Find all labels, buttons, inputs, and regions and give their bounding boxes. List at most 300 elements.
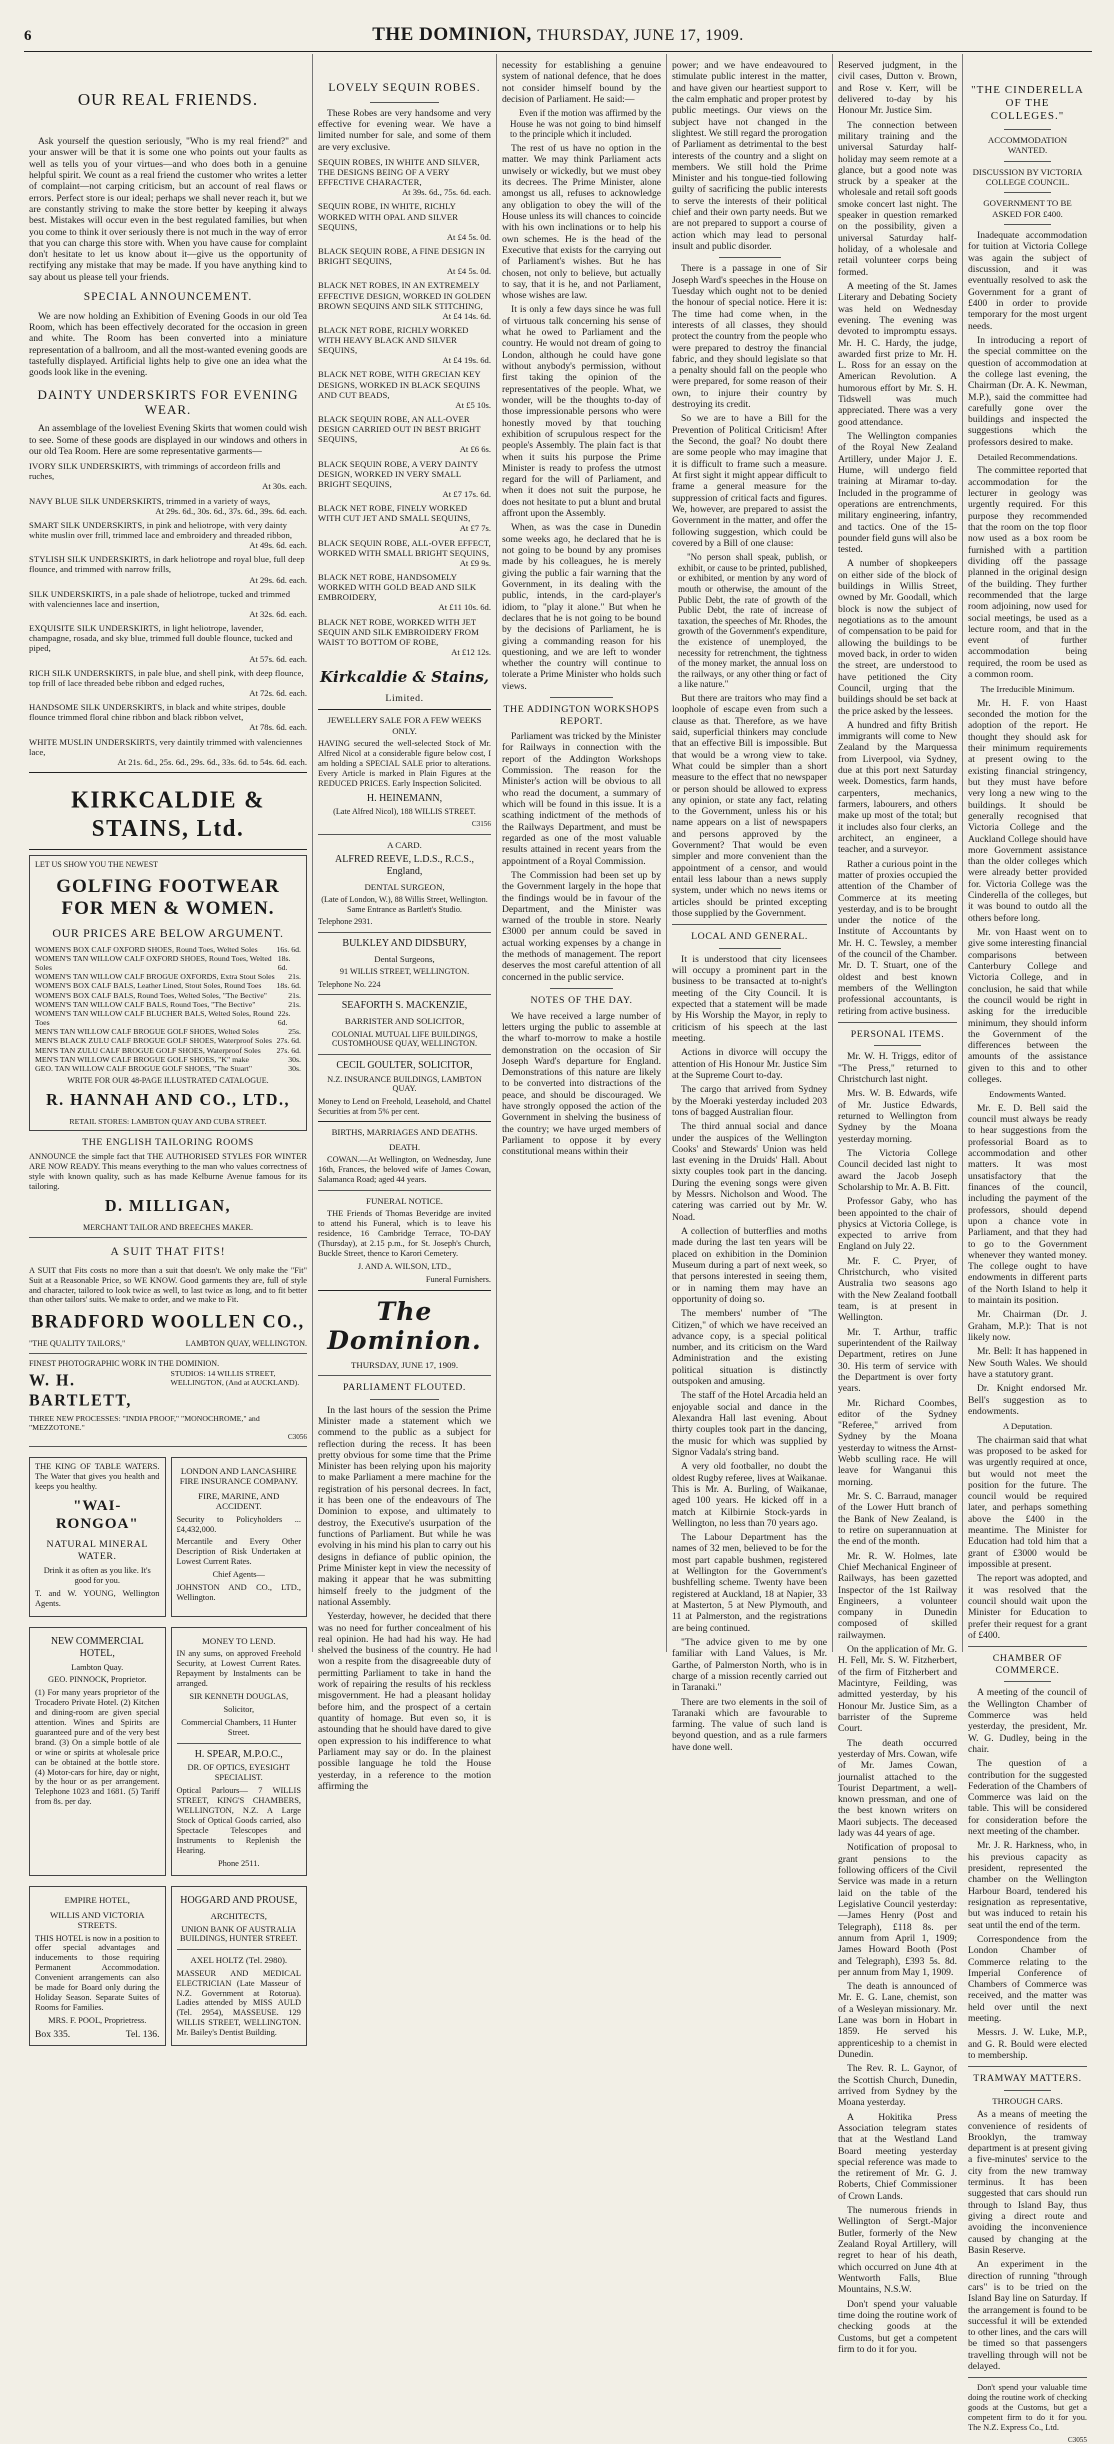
kirkcaldie-ltd: Limited. (385, 692, 424, 704)
column-4 (666, 54, 832, 1753)
skirt-desc: in light heliotrope, lavender, champagne, rosada, and sky blue, trimmed full double flounce, tucked and piped, (29, 623, 293, 654)
skirt-desc: in dark heliotrope and royal blue, full deep flounce, and trimmed with narrow frills, (29, 554, 305, 575)
chamber-body-12: A meeting of the council of the Wellington Chamber of Commerce was held yesterday, the president, Mr. W. G. Dudley, being in the chair. (968, 1687, 1087, 1755)
friends-body: Ask yourself the question seriously, "Who is my real friend?" and your answer will be that it is some one who points out your faults as well as tells you of your virtues—and who does both in a genuine helpful spirit. We count as a real friend the customer who writes a letter of complaint—not carping criticism, but an account of real flaws or errors. Perfect store is our ideal; perhaps we shall never reach it, but we are constantly striving to make the store better by keeping it always best. Mistakes will occur even in the best regulated families, but when you come to think it over seriously there is not much in the way of error that you can charge this store with. When you have cause for complaint don't hesitate to let us know about it—give us the opportunity of rectifying any mistake that may be made. If you have anything kind to say about us please tell your friends. (29, 136, 307, 283)
commercial-hotel-ad (29, 1627, 166, 1876)
through-cars-heading: THROUGH CARS. (992, 2095, 1063, 2106)
skirt-desc: in pink and heliotrope, with very dainty white muslin over frill, trimmed lace and embroidery and threaded ribbon, (29, 519, 293, 540)
notes-body-1: power; and we have endeavoured to stimulate public interest in the matter, and have given our heartiest support to the calm emphatic and proper protest by public meetings. Our views on the subject have not changed in the slightest. We still regard the prorogation of Parliament as detrimental to the best interests of the country and a slight on members. We still hold the Prime Minister and his tongue-tied following guilty of sacrificing the public interests to serve the interests of their political chief and their own party needs. But we are not prepared to support a course of action which may lead to personal insult and public disorder. (672, 60, 827, 252)
shoe-line (35, 972, 301, 981)
divider (29, 1353, 307, 1354)
notes-title: NOTES OF THE DAY. (530, 995, 633, 1007)
personal-item: The death occurred yesterday of Mrs. Cowan, wife of Mr. James Cowan, journalist attached to the Tourist Department, a well-known pressman, and one of the best known writers on Maori subjects. The deceased lady was 44 years of age. (838, 1737, 957, 1840)
robe-price: At £7 17s. 6d. (442, 489, 491, 500)
special-title: SPECIAL ANNOUNCEMENT. (83, 291, 253, 304)
chamber-body-16: Messrs. J. W. Luke, M.P., and G. R. Bould were elected to membership. (968, 2027, 1087, 2061)
page-number: 6 (24, 28, 32, 44)
lonlan-desc: Mercantile and Every Other Description of Risk Undertaken at Lowest Current Rates. (176, 1537, 301, 1567)
sequin-title: LOVELY SEQUIN ROBES. (328, 82, 481, 94)
robe-price: At £4 19s. 6d. (442, 355, 491, 366)
notes-body-4: "No person shall speak, publish, or exhibit, or cause to be printed, published, or exhibited, or mention by any word of mouth or otherwise, the amount of the Public Debt, the rate of growth of the Public Debt, the rate of increase of taxation, the speeches of Mr. Rhodes, the growth of the Government's expenditure, the existence of unemployed, the necessity for retrenchment, the tightness of the money market, the annual loss on the railways, or any other thing or fact of a like nature." (678, 552, 827, 690)
personal-item: Mr. S. C. Barraud, manager of the Lower Hutt branch of the Bank of New Zealand, is to retire on superannuation at the end of the month. (838, 1491, 957, 1548)
reeve-name: ALFRED REEVE, L.D.S., R.C.S., England, (335, 853, 474, 877)
divider (968, 2377, 1087, 2378)
personal-item: The death is announced of Mr. E. G. Lane, chemist, son of a Wesleyan missionary. Mr. Lane was born in Hobart in 1859. He served his apprenticeship to a chemist in Dunedin. (838, 1981, 957, 2061)
bmd-heading: BIRTHS, MARRIAGES AND DEATHS. (331, 1127, 478, 1138)
local-item: The cargo that arrived from Sydney by the Moeraki yesterday included 203 tons of bagged Australian flour. (672, 1084, 827, 1118)
sequin-intro: These Robes are very handsome and very effective for evening wear. We have a limited number for sale, and some of them are very exclusive. (318, 107, 491, 153)
columns (24, 54, 1092, 2444)
robe-item: BLACK NET ROBE, WORKED WITH JET SEQUIN AND SILK EMBROIDERY FROM WAIST TO BOTTOM OF ROBE, (318, 616, 479, 647)
college-body-8: Mr. Bell: It has happened in New South Wales. We should have a statutory grant. (968, 1346, 1087, 1380)
local-item: A collection of butterflies and moths made during the last ten years will be placed on exhibition in the Dominion Museum during a part of next week, so that persons interested in seeing them, or in naming them may have an opportunity of doing so. (672, 1226, 827, 1305)
funeral-role: Funeral Furnishers. (425, 1274, 491, 1284)
funeral-body: THE Friends of Thomas Beveridge are invited to attend his Funeral, which is to leave his residence, 16 Cambridge Terrace, TO-DAY (Thursday), at 2.15 p.m., for St. Joseph's Church, Buckle Street, thence to Karori Cemetery. (318, 1209, 491, 1258)
divider (370, 1399, 439, 1400)
lonlan-security: Security to Policyholders ... £4,432,000. (176, 1514, 301, 1534)
tramway-title: TRAMWAY MATTERS. (973, 2073, 1082, 2085)
local-body-4: The Wellington companies of the Royal New Zealand Artillery, under Major J. E. Hume, will undergo field training at Miramar to-day. Included in the programme of operations are entrenchments, military engineering, infantry, and tactics. One of the 15-pounder field guns will also be tested. (838, 431, 957, 556)
divider (318, 834, 491, 835)
robe-price: At £9 9s. (459, 557, 491, 568)
funeral-heading: FUNERAL NOTICE. (366, 1195, 443, 1206)
empire-prop: MRS. F. POOL, Proprietress. (48, 2015, 147, 2025)
personal-item: Mr. R. W. Holmes, late Chief Mechanical Engineer of Railways, has been gazetted Inspector of the 1st Railway Engineers, a volunteer company in Dunedin composed of skilled railwaymen. (838, 1550, 957, 1641)
hannah-address: RETAIL STORES: LAMBTON QUAY AND CUBA STREET. (69, 1116, 267, 1126)
wairongoa-intro: THE KING OF TABLE WATERS. The Water that gives you health and keeps you healthy. (35, 1462, 160, 1491)
notes-body-3: So we are to have a Bill for the Prevention of Political Criticism! After the Second, the goal? No doubt there are some people who may imagine that it is difficult to frame such a measure. At first sight it might appear difficult to frame a general measure for the suppression of critical facts and figures. We, however, are prepared to assist the Government in the matter, and offer the following suggestion, which could be covered by a Bill of one clause: (672, 413, 827, 549)
robe-item: SEQUIN ROBES, IN WHITE AND SILVER, THE DESIGNS BEING OF A VERY EFFECTIVE CHARACTER, (318, 156, 480, 188)
money-addr: Commercial Chambers, 11 Hunter Street. (181, 1717, 297, 1737)
college-body-9: Dr. Knight endorsed Mr. Bell's suggestion as to endowments. (968, 1383, 1087, 1417)
tailor-body: ANNOUNCE the simple fact that THE AUTHORISED STYLES FOR WINTER ARE NOW READY. This means everything to the man who values correctness of style with known quality, such as has made Kelburne Avenue famous for its tailoring. (29, 1152, 307, 1191)
addington-title: THE ADDINGTON WORKSHOPS REPORT. (503, 704, 660, 727)
spear-body: Optical Parlours— 7 WILLIS STREET, KING'S CHAMBERS, WELLINGTON, N.Z. A Large Stock of Optical Goods carried, also Spectacle Telescopes and Instruments to Replenish the Hearing. (176, 1786, 301, 1855)
editorial-body-4: When, as was the case in Dunedin some weeks ago, he declared that he is not going to be bound by any promises made by his colleagues, he is merely giving the public a fair warning that the Government, in its dealing with the public, intends, in the card-player's idiom, to "play it alone." But when he declares that he is not going to be bound by the decisions of Parliament, he is giving a commanding reason for his questioning, and we are left to wonder whether the country will continue to tolerate a Prime Minister who holds such views. (502, 522, 661, 692)
empire-box: Box 335. (35, 2028, 71, 2040)
bulkley-tel: Telephone No. 224 (318, 979, 381, 989)
commercial-hotel-prop: GEO. PINNOCK, Proprietor. (48, 1675, 147, 1685)
local-body-2: The connection between military training and the universal Saturday half-holiday may seem remote at a glance, but a good note was struck by a speaker at the wholesale and retail soft goods smoke concert last night. The speaker in question remarked on the possibility, given a universal Saturday half-holiday, of a wholesale and retail volunteer corps being formed. (838, 119, 957, 278)
hoggard-name: HOGGARD AND PROUSE, (180, 1895, 298, 1907)
shoe-price: 18s. 6d. (277, 953, 291, 972)
skirt-item (29, 589, 307, 609)
bartlett-studios: STUDIOS: 14 WILLIS STREET, WELLINGTON, (And at AUCKLAND). (170, 1368, 300, 1387)
robe-price: At £4 5s. 0d. (446, 231, 491, 242)
spear-qual: DR. OF OPTICS, EYESIGHT SPECIALIST. (187, 1763, 291, 1783)
hoggard-ad (171, 1886, 308, 2046)
divider (29, 772, 307, 773)
divider (1004, 129, 1052, 130)
friends-title: OUR REAL FRIENDS. (77, 90, 259, 109)
local-body-1: Reserved judgment, in the civil cases, Dutton v. Brown, and Rose v. Kerr, will be delivered to-day by his Honour Mr. Justice Sim. (838, 60, 957, 117)
skirt-name: RICH SILK UNDERSKIRTS, (29, 667, 136, 678)
robe-item: BLACK NET ROBE, WITH GRECIAN KEY DESIGNS, WORKED IN BLACK SEQUINS AND CUT BEADS, (318, 369, 481, 400)
paper-title (64, 24, 1052, 46)
heinemann-name: H. HEINEMANN, (366, 792, 443, 804)
divider (719, 948, 781, 949)
shoe-desc: WOMEN'S BOX CALF BALS, Round Toes, Welted Soles, "The Bective" (35, 990, 267, 1000)
paper-date: THURSDAY, JUNE 17, 1909. (537, 27, 744, 44)
divider (318, 1290, 491, 1291)
shoe-desc: WOMEN'S TAN WILLOW CALF BLUCHER BALS, Welted Soles, Round Toes (35, 1008, 274, 1028)
golf-ad (29, 855, 307, 1131)
holtz-name: AXEL HOLTZ (Tel. 2980). (190, 1955, 288, 1966)
small-ads-row-2 (29, 1622, 307, 1881)
robe-item: BLACK SEQUIN ROBE, A FINE DESIGN IN BRIGHT SEQUINS, (318, 245, 486, 267)
shoe-line (35, 1064, 301, 1073)
shoe-line (35, 1027, 301, 1036)
college-body-11: The report was adopted, and it was resolved that the council should wait upon the Minister for Education to prefer their request for a grant of £400. (968, 1573, 1087, 1641)
robe-price: At £7 7s. (459, 523, 491, 534)
goulter-body: Money to Lend on Freehold, Leasehold, and Chattel Securities at from 5% per cent. (318, 1097, 491, 1116)
shoe-price: 18s. 6d. (276, 981, 301, 991)
local-item: The staff of the Hotel Arcadia held an enjoyable social and dance in the Alexandra Hall last evening. About thirty couples took part in the dancing, the music for which was supplied by Signor Vadala's string band. (672, 1390, 827, 1458)
skirt-price: At 32s. 6d. each. (249, 608, 307, 619)
local-item: There are two elements in the soil of Taranaki which are favourable to farming. The value of such land is beyond question, and as a rule farmers have done well. (672, 1696, 827, 1753)
shoe-desc: WOMEN'S BOX CALF OXFORD SHOES, Round Toes, Welted Soles (35, 944, 258, 954)
column-6 (962, 54, 1092, 2444)
divider (318, 932, 491, 933)
flouted-title: PARLIAMENT FLOUTED. (343, 1382, 466, 1394)
local-body-3: A meeting of the St. James Literary and Debating Society was held on Wednesday evening. The evening was devoted to impromptu essays. Mr. H. C. Hardy, the judge, awarded first prize to Mr. H. L. Ross for an essay on the American Revolution. A humorous effort by Mr. S. H. Tidswell was much appreciated. There was a very good attendance. (838, 280, 957, 428)
skirt-item (29, 461, 307, 481)
shoe-desc: MEN'S TAN ZULU CALF BROGUE GOLF SHOES, Waterproof Soles (35, 1045, 261, 1055)
divider (672, 924, 827, 925)
college-body-3: The committee reported that accommodation for the lecturer in geology was urgently required. For this purpose they recommended that the room on the top floor now used as a box room be furnished with a partition dividing off the passage planned in the original design of the building. They further recommended that the large room adjoining, now used for social meetings, be used as a lecture room, and that in the event of further accommodation being required, the room be used as a common room. (968, 465, 1087, 681)
paper-name: THE DOMINION, (372, 24, 532, 45)
robe-item: BLACK SEQUIN ROBE, A VERY DAINTY DESIGN, WORKED IN VERY SMALL BRIGHT SEQUINS, (318, 458, 478, 489)
skirt-item (29, 702, 307, 722)
seaforth-extra: COLONIAL MUTUAL LIFE BUILDINGS, CUSTOMHOUSE QUAY, WELLINGTON. (331, 1029, 478, 1049)
skirt-item (29, 668, 307, 688)
robe-item: SEQUIN ROBE, IN WHITE, RICHLY WORKED WITH OPAL AND SILVER SEQUINS, (318, 201, 459, 232)
chamber-body-13: The question of a contribution for the suggested Federation of the Chambers of Commerce was laid on the table. This will be considered for consideration before the next meeting of the chamber. (968, 1758, 1087, 1838)
editorial-body-1: necessity for establishing a genuine system of national defence, that he does not consider himself bound by the decision of Parliament. He said:— (502, 60, 661, 105)
robe-price: At 39s. 6d., 75s. 6d. each. (401, 187, 491, 198)
lonlan-classes: FIRE, MARINE, AND ACCIDENT. (198, 1490, 280, 1512)
local-list (672, 954, 827, 1753)
divider (550, 697, 614, 698)
shoe-line (35, 991, 301, 1000)
shoe-desc: MEN'S BLACK ZULU CALF BROGUE GOLF SHOES, Waterproof Soles (35, 1036, 272, 1046)
shoe-line (35, 954, 301, 972)
shoe-desc: MEN'S TAN WILLOW CALF BROGUE GOLF SHOES, Welted Soles (35, 1027, 259, 1037)
masthead (24, 24, 1092, 52)
skirt-item (29, 554, 307, 574)
skirt-list (29, 461, 307, 767)
personal-item: Don't spend your valuable time doing the routine work of checking goods at the Customs, but get a competent firm to do it for you. (838, 2298, 957, 2355)
local-item: The Labour Department has the names of 32 men, believed to be for the most part capable bushmen, registered at Wellington for the Government's bushfelling scheme. Twenty have been registered at Auckland, 18 at Napier, 33 at Masterton, 5 at New Plymouth, and 11 at Palmerston, and the registrations are being continued. (672, 1532, 827, 1634)
flouted-body-1: In the last hours of the session the Prime Minister made a statement which we commend to the public as a subject for reflection during the recess. It has been pretty obvious for some time that the Prime Minister has been relying upon his majority to make Parliament a mere machine for the registration of his personal decrees. In fact, it has been one of the endeavours of The Dominion to expose, and ultimately to destroy, the Executive's usurpation of the functions of Parliament. But while he was evolving in his mind his plan to carry out his designs in defiance of public opinion, the Prime Minister kept in view the necessity of making it appear that he was submitting himself freely to the judgment of the national Assembly. (318, 1404, 491, 1608)
dominion-date: THURSDAY, JUNE 17, 1909. (350, 1359, 459, 1370)
shoe-price: 27s. 6d. (276, 1036, 301, 1046)
bulkley-name: BULKLEY AND DIDSBURY, (342, 937, 467, 949)
empire-contacts (35, 2029, 160, 2040)
express-ad: Don't spend your valuable time doing the routine work of checking goods at the Customs, but get a competent firm to do it for you. The N.Z. Express Co., Ltd. (968, 2383, 1087, 2433)
divider (29, 849, 307, 850)
bradford-address: LAMBTON QUAY, WELLINGTON. (185, 1338, 307, 1348)
wairongoa-ad (29, 1457, 166, 1617)
divider (177, 1949, 302, 1950)
chamber-title: CHAMBER OF COMMERCE. (992, 1653, 1063, 1676)
heinemann-sub: (Late Alfred Nicol), 188 WILLIS STREET. (333, 807, 476, 817)
bradford-footer (29, 1339, 307, 1348)
shoe-price: 21s. (288, 972, 301, 982)
goulter-addr: N.Z. INSURANCE BUILDINGS, LAMBTON QUAY. (327, 1074, 482, 1094)
wairongoa-sub: NATURAL MINERAL WATER. (46, 1539, 148, 1562)
spear-name: H. SPEAR, M.P.O.C., (194, 1748, 283, 1760)
robe-item: BLACK NET ROBE, RICHLY WORKED WITH HEAVY BLACK AND SILVER SEQUINS, (318, 324, 469, 356)
dainty-title: DAINTY UNDERSKIRTS FOR EVENING WEAR. (37, 386, 299, 417)
shoe-desc: WOMEN'S TAN WILLOW CALF OXFORD SHOES, Round Toes, Welted Soles (35, 953, 272, 972)
personal-item: The Rev. R. L. Gaynor, of the Scottish Church, Dunedin, arrived from Sydney by the Moana yesterday. (838, 2063, 957, 2109)
bradford-tag: "THE QUALITY TAILORS," (29, 1338, 126, 1348)
shoe-price: 22s. 6d. (277, 1008, 291, 1028)
skirt-price: At 29s. 6d., 30s. 6d., 37s. 6d., 39s. 6d. each. (155, 505, 307, 516)
local-item: The members' number of "The Citizen," of which we have received an advance copy, is a special political number, and its criticism on the Ward Administration and the existing political situation is distinctly outspoken and amusing. (672, 1308, 827, 1388)
jewellery-body: HAVING secured the well-selected Stock of Mr. Alfred Nicol at a considerable figure below cost, I am holding a SPECIAL SALE prior to alterations. Every Article is marked in Plain Figures at the REDUCED PRICES. Early Inspection Solicited. (318, 739, 491, 788)
shoe-price: 27s. 6d. (276, 1045, 301, 1055)
golf-title: GOLFING FOOTWEAR FOR MEN & WOMEN. (56, 875, 280, 920)
skirt-desc: in a pale shade of heliotrope, tucked and trimmed with valenciennes lace and insertion, (29, 588, 291, 609)
shoe-price: 16s. 6d. (276, 944, 301, 954)
deputation-title: A Deputation. (1002, 1421, 1053, 1432)
detailed-title: Detailed Recommendations. (977, 452, 1078, 463)
skirt-item (29, 737, 307, 757)
golf-intro: LET US SHOW YOU THE NEWEST (35, 860, 159, 870)
empire-name: EMPIRE HOTEL, (64, 1895, 130, 1906)
dainty-intro: An assemblage of the loveliest Evening Skirts that women could wish to see. Some of these goods are displayed in our windows and others in our old Tea Room. Here are some representative garments— (29, 423, 307, 457)
shoe-desc: MEN'S TAN WILLOW CALF BROGUE GOLF SHOES, "K" make (35, 1054, 249, 1064)
skirt-name: STYLISH SILK UNDERSKIRTS, (29, 554, 152, 565)
chamber-body-15: Correspondence from the London Chamber of Commerce relating to the Imperial Conference of Chambers of Commerce was received, and the matter was held over until the next meeting. (968, 1933, 1087, 2025)
personal-item: The Victoria College Council decided last night to award the Jacob Joseph Scholarship to Mr. A. B. Fitt. (838, 1147, 957, 1193)
personal-item: Mr. Richard Coombes, editor of the Sydney "Referee," arrived from Sydney by the Moana yesterday to witness the Arnst-Webb sculling race. He will leave for Wanganui this morning. (838, 1397, 957, 1488)
skirt-price: At 21s. 6d., 25s. 6d., 29s. 6d., 33s. 6d. to 54s. 6d. each. (117, 756, 307, 767)
reeve-sub: (Late of London, W.), 88 Willis Street, Wellington. Same Entrance as Bartlett's Studio. (321, 894, 488, 914)
divider (968, 1646, 1087, 1647)
dominion-title: The Dominion. (327, 1296, 482, 1356)
local-item: "The advice given to me by one familiar with Land Values, is Mr. Garthe, of Palmerston North, who is in charge of a mission recently carried out in Taranaki." (672, 1636, 827, 1694)
personal-item: Mr. F. C. Pryer, of Christchurch, who visited Australia two seasons ago with the New Zealand football team, is at present in Wellington. (838, 1255, 957, 1324)
addington-body-2: The Commission had been set up by the Government largely in the hope that the findings would be in favour of the Department, and the Minister was warned of the trouble in store. Nearly £3000 per annum could be saved in actual working expenses by a change in the methods of management. The report deserves the most careful attention of all concerned in the public service. (502, 869, 661, 983)
bartlett-name: W. H. BARTLETT, (29, 1371, 132, 1410)
notes-body-5: But there are traitors who may find a loophole of escape even from such a clause as that. Therefore, as we have said, superficial thinkers may conclude that an effective Bill is impossible. But that would be a wrong view to take. What could be simpler than a short measure to the effect that no newspaper or person should be allowed to express any opinion, or state any fact, relating to the Government, unless his or his name appears on a list of newspapers and persons approved by the Government? That would be even simpler and more convenient than the appointment of a censor, and would entail less labour than a news supply system, under which no news items or articles should be printed excepting those supplied by the Government. (672, 693, 827, 919)
personal-item: The numerous friends in Wellington of Sergt.-Major Butler, formerly of the New Zealand Royal Artillery, will regret to hear of his death, which occurred on June 4th at Wentworth Falls, Blue Mountains, N.S.W. (838, 2205, 957, 2296)
empire-addr: WILLIS AND VICTORIA STREETS. (50, 1909, 145, 1931)
hannah-name: R. HANNAH AND CO., LTD., (46, 1091, 290, 1110)
skirt-desc: trimmed in a variety of ways, (166, 495, 271, 506)
irreducible-title: The Irreducible Minimum. (980, 684, 1075, 695)
robe-price: At £11 10s. 6d. (438, 602, 491, 613)
reeve-label: A CARD. (387, 839, 422, 850)
column-1 (24, 54, 312, 2040)
suit-heading: A SUIT THAT FITS! (110, 1246, 226, 1259)
college-body-10: The chairman said that what was proposed to be asked for was urgently required at once, but would not meet the position for the future. The council would be required later, and perhaps something above the £400 in the meantime. The Minister for Education had told him that a grant of £3000 would be impossible at present. (968, 1434, 1087, 1571)
divider (838, 1022, 957, 1023)
local-item: The third annual social and dance under the auspices of the Wellington Cooks' and Stewards' Union was held last evening in the Druids' Hall. About sixty couples took part in the dancing. During the evening songs were given by Messrs. Nicholson and Wood. The catering was carried out by Mr. W. Noad. (672, 1121, 827, 1223)
bulkley-trade: Dental Surgeons, (374, 953, 435, 964)
wairongoa-name: "WAI-RONGOA" (55, 1497, 139, 1532)
bartlett-process: THREE NEW PROCESSES: "INDIA PROOF," "MONOCHROME," and "MEZZOTONE." (29, 1414, 260, 1433)
divider (29, 1446, 307, 1447)
notes-body: We have received a large number of letters urging the public to assemble at the wharf to-morrow to make a hostile demonstration on the occasion of Sir Joseph Ward's departure for England. Demonstrations of this nature are likely to be converted into distractions of the peace, and should be discouraged. We have strongly opposed the action of the Government in shelving the business of the country; we have urged members of Parliament to oppose it by every constitutional means within their (502, 1010, 661, 1158)
bmd-sub: DEATH. (388, 1141, 421, 1152)
shoe-line (35, 1036, 301, 1045)
golf-lines (35, 945, 301, 1074)
shoe-line (35, 945, 301, 954)
college-body-6: Mr. E. D. Bell said the council must always be ready to hear suggestions from the professorial Board as to accommodation and other matters. It was most unsatisfactory that the finances of the council, including the payment of the professors, should depend upon a chance vote in Parliament, and that they had to go to the Government whenever they wanted money. The college ought to have endowments in different parts of the North Island to help it to maintain its position. (968, 1102, 1087, 1307)
divider (318, 994, 491, 995)
robe-list (318, 157, 491, 657)
endowments-title: Endowments Wanted. (989, 1089, 1066, 1100)
reeve-tel: Telephone 2931. (318, 917, 373, 927)
divider (318, 1190, 491, 1191)
editorial-body-2: The rest of us have no option in the matter. We may think Parliament acts unwisely or wickedly, but we must obey its decrees. The Prime Minister, alone amongst us all, refuses to acknowledge any obligation to obey the will of the House unless its will chances to coincide with his own inclinations or to help his own schemes. He is the head of the Executive that exists for the carrying out of Parliament's wishes. But he has chosen, not only to believe, but actually to say, that it is he, and not Parliament, whose wishes are law. (502, 143, 661, 302)
money-name: SIR KENNETH DOUGLAS, (189, 1691, 289, 1701)
divider (318, 1121, 491, 1122)
divider (1004, 192, 1052, 193)
robe-item: BLACK NET ROBES, IN AN EXTREMELY EFFECTIVE DESIGN, WORKED IN GOLDEN BROWN SEQUINS AND SILK STITCHING, (318, 280, 491, 311)
kirkcaldie-script: Kirkcaldie & Stains, (319, 668, 490, 687)
skirt-price: At 30s. each. (262, 481, 307, 492)
discussion-heading: DISCUSSION BY VICTORIA COLLEGE COUNCIL. (972, 166, 1083, 188)
divider (177, 1743, 302, 1744)
local-body-5: A number of shopkeepers on either side of the block of buildings in Willis Street, owned by Mr. Goodall, which block is now the subject of negotiations as to the amount of compensation to be paid for allowing the buildings to be moved back, in order to widen the street, are understood to have petitioned the City Council, urging that the buildings should be set back at the price asked by the lessees. (838, 558, 957, 717)
college-body-2: In introducing a report of the special committee on the question of accommodation at the college last evening, the Chairman (Dr. A. K. Newman, M.P.), said the committee had carefully gone over the buildings and inspected the suggestions which the professors desired to make. (968, 334, 1087, 448)
local-body-6: A hundred and fifty British immigrants will come to New Zealand by the Marquessa from Liverpool, via Sydney, due at this port next Saturday week. Domestics, farm hands, carpenters, mechanics, farmers, labourers, and others make up most of the total; but it includes also four clerks, an architect, an engineer, a teacher, and a surveyor. (838, 719, 957, 856)
robe-item: BLACK NET ROBE, HANDSOMELY WORKED WITH GOLD BEAD AND SILK EMBROIDERY, (318, 572, 477, 603)
jewellery-ref: C3156 (471, 820, 491, 829)
robe-item: BLACK NET ROBE, FINELY WORKED WITH CUT JET AND SMALL SEQUINS, (318, 503, 471, 524)
skirt-price: At 72s. 6d. each. (249, 687, 307, 698)
lonlan-agents-label: Chief Agents— (212, 1570, 265, 1580)
divider (550, 988, 614, 989)
divider (1004, 1681, 1052, 1682)
shoe-line (35, 1009, 301, 1027)
golf-subtitle: OUR PRICES ARE BELOW ARGUMENT. (52, 926, 284, 941)
skirt-name: EXQUISITE SILK UNDERSKIRTS, (29, 623, 161, 634)
wairongoa-drink: Drink it as often as you like. It's good for you. (43, 1566, 151, 1586)
column-3 (496, 54, 666, 1652)
money-body: IN any sums, on approved Freehold Security, at Lowest Current Rates. Repayment by Instalments can be arranged. (176, 1649, 301, 1689)
shoe-line (35, 981, 301, 990)
college-body-7: Mr. Chairman (Dr. J. Graham, M.P.): That is not likely now. (968, 1309, 1087, 1344)
robe-item: BLACK SEQUIN ROBE, ALL-OVER EFFECT, WORKED WITH SMALL BRIGHT SEQUINS, (318, 537, 491, 558)
wairongoa-agent: T. and W. YOUNG, Wellington Agents. (35, 1589, 160, 1609)
divider (318, 709, 491, 710)
hoggard-trade: ARCHITECTS, (210, 1911, 267, 1922)
express-ref: C3055 (1067, 2435, 1087, 2444)
divider (370, 102, 439, 103)
small-ads-row-1 (29, 1452, 307, 1622)
robe-price: At £12 12s. (451, 647, 491, 657)
seaforth-trade: BARRISTER AND SOLICITOR, (344, 1016, 465, 1027)
skirt-desc: with trimmings of accordeon frills and ruches, (29, 461, 281, 482)
robe-price: At £4 14s. 6d. (442, 310, 491, 321)
tailor-heading: THE ENGLISH TAILORING ROOMS (82, 1136, 254, 1148)
empire-body: THIS HOTEL is now in a position to offer special advantages and inducements to those requiring Permanent Accommodation. Convenient arrangements can also be made for Board only during the Holiday Season. Separate Suites of Rooms for Families. (35, 1933, 160, 2012)
bulkley-addr: 91 WILLIS STREET, WELLINGTON. (339, 967, 470, 977)
skirt-item (29, 623, 307, 653)
shoe-desc: WOMEN'S BOX CALF BALS, Leather Lined, Stout Soles, Round Toes (35, 981, 262, 991)
personal-item: Professor Gaby, who has been appointed to the chair of physics at Victoria College, is expected to arrive from England on July 22. (838, 1196, 957, 1253)
skirt-item (29, 520, 307, 540)
hoggard-addr: UNION BANK OF AUSTRALIA BUILDINGS, HUNTER STREET. (179, 1924, 298, 1944)
editorial-body-3: It is only a few days since he was full of virtuous talk concerning his sense of what he owed to Parliament and the country. He would not dream of going to London, although he could have gone without anybody's permission, without first taking the opinion of the representatives of the people. What, we wonder, will be the thoughts to-day of those impressionable persons who were honestly moved by that touching exhibition of scrupulous respect for the people's Assembly. The plain fact is that when it suits his purpose the Prime Minister is ready to profess the utmost regard for the will of Parliament, and when it does not suit the purpose, he does not hesitate to put a blunt and brutal affront upon the Assembly. (502, 304, 661, 520)
divider (1004, 224, 1052, 225)
shoe-price: 21s. (288, 990, 301, 1000)
personal-item: On the application of Mr. G. H. Fell, Mr. S. W. Fitzherbert, of the firm of Fitzherbert and Macintyre, Feilding, was admitted yesterday, by his Honour Mr. Justice Sim, as a barrister of the Supreme Court. (838, 1644, 957, 1735)
bartlett-ad (29, 1369, 307, 1415)
local-title: LOCAL AND GENERAL. (691, 931, 808, 943)
personal-title: PERSONAL ITEMS. (850, 1028, 945, 1040)
skirt-name: NAVY BLUE SILK UNDERSKIRTS, (29, 495, 164, 506)
notes-body-2: There is a passage in one of Sir Joseph Ward's speeches in the House on Tuesday which ought not to be denied the honour of special notice. Here it is: The time had come when, in the interests of all classes, they should protect the country from the people who were prepared to destroy the financial fabric, and they should legislate so that a penalty should fall on the people who were prepared, for some reason of their own, to injure their country by destroying its credit. (672, 263, 827, 411)
shoe-desc: WOMEN'S TAN WILLOW CALF BALS, Round Toes, "The Bective" (35, 999, 256, 1009)
personal-item: A Hokitika Press Association telegram states that at the Westland Land Board meeting yesterday special reference was made to the retirement of Mr. G. J. Roberts, Chief Commissioner of Crown Lands. (838, 2111, 957, 2202)
shoe-desc: WOMEN'S TAN WILLOW CALF BROGUE OXFORDS, Extra Stout Soles (35, 972, 275, 982)
local-item: It is understood that city licensees will occupy a prominent part in the business to be transacted at to-night's meeting of the City Council. It is expected that a statement will be made by His Worship the Mayor, in reply to criticism of his speech at the last meeting. (672, 953, 827, 1045)
shoe-price: 21s. (288, 999, 301, 1009)
divider (874, 1045, 922, 1046)
robe-price: At £5 10s. (455, 399, 491, 410)
divider (29, 1237, 307, 1238)
skirt-name: SILK UNDERSKIRTS, (29, 588, 113, 599)
shoe-line (35, 1000, 301, 1009)
jewellery-heading: JEWELLERY SALE FOR A FEW WEEKS ONLY. (327, 715, 482, 736)
shoe-desc: GEO. TAN WILLOW CALF BROGUE GOLF SHOES, "The Stuart" (35, 1064, 253, 1074)
skirt-desc: in pale blue, and shell pink, with deep flounce, top frill of lace threaded bebe ribbon and edged ruches, (29, 667, 304, 688)
skirt-name: WHITE MUSLIN UNDERSKIRTS, (29, 736, 158, 747)
goulter-name: CECIL GOULTER, SOLICITOR, (336, 1060, 473, 1071)
skirt-name: HANDSOME SILK UNDERSKIRTS, (29, 702, 165, 713)
bartlett-ref: C3056 (287, 1432, 307, 1441)
commercial-hotel-addr: Lambton Quay. (71, 1662, 124, 1672)
college-body-1: Inadequate accommodation for tuition at Victoria College was again the subject of discussion, and it was eventually resolved to ask the Government for a grant of £400 in order to provide temporary for the most urgent needs. (968, 230, 1087, 332)
skirt-desc: in black and white stripes, double flounce trimmed floral chine ribbon and black ribbon velvet, (29, 702, 286, 723)
skirt-item (29, 496, 307, 506)
personal-item: Mrs. W. B. Edwards, wife of Mr. Justice Edwards, returned to Wellington from Sydney by the Moana yesterday morning. (838, 1088, 957, 1145)
editorial-quote: Even if the motion was affirmed by the House he was not going to bind himself to the principle which it included. (510, 108, 661, 140)
milligan-name: D. MILLIGAN, (104, 1197, 231, 1216)
empire-ad (29, 1886, 166, 2046)
personal-item: Notification of proposal to grant pensions to the following officers of the Civil Service was made in a return laid on the table of the Legislative Council yesterday:—James Henry (Post and Telegraph), £118 8s. per annum from April 1, 1909; James Howard Booth (Post and Telegraph), £393 5s. 8d. per annum from May 1, 1909. (838, 1842, 957, 1978)
divider (1004, 161, 1052, 162)
personal-item: Mr. T. Arthur, traffic superintendent of the Railway Department, retires on June 30. His term of service with the Department is over forty years. (838, 1326, 957, 1395)
bmd-body: COWAN.—At Wellington, on Wednesday, June 16th, Frances, the beloved wife of James Cowan, Salamanca Road; aged 44 years. (318, 1155, 491, 1185)
holtz-body: MASSEUR AND MEDICAL ELECTRICIAN (Late Masseur of N.Z. Government at Rotorua). Ladies attended by MISS AULD (Tel. 2954), MASSEUSE. 129 WILLIS STREET, WELLINGTON. Mr. Bailey's Dentist Building. (176, 1968, 301, 2038)
divider (719, 257, 781, 258)
shoe-line (35, 1055, 301, 1064)
bradford-name: BRADFORD WOOLLEN CO., (31, 1310, 305, 1332)
commercial-hotel-name: NEW COMMERCIAL HOTEL, (50, 1635, 144, 1659)
commercial-hotel-body: (1) For many years proprietor of the Trocadero Private Hotel. (2) Kitchen and dining-room are given special attention. Wines and Spirits are guaranteed pure and of the very best brand. (3) On a simple bottle of ale or wine or spirits at wholesale price can be obtained at the bottle store. (4) Motor-cars for hire, day or night, by the hour or as per arrangement. Telephone 1023 and 1681. (5) Tariff from 8s. per day. (35, 1688, 160, 1807)
golf-catalogue: WRITE FOR OUR 48-PAGE ILLUSTRATED CATALOGUE. (67, 1076, 269, 1086)
bartlett-intro: FINEST PHOTOGRAPHIC WORK IN THE DOMINION. (29, 1359, 220, 1369)
robe-price: At £6 6s. (459, 444, 491, 455)
lonlan-name: LONDON AND LANCASHIRE FIRE INSURANCE COMPANY. (179, 1466, 298, 1487)
skirt-name: SMART SILK UNDERSKIRTS, (29, 519, 145, 530)
college-body-5: Mr. von Haast went on to give some interesting financial comparisons between Canterbury College and Victoria College, and in conclusion, he said that while the council would be right in asking for the irreducible minimum, they should inform the Government of the differences between the amounts of the assistance given to this and to other colleges. (968, 927, 1087, 1086)
empire-tel: Tel. 136. (125, 2028, 160, 2040)
robe-item: BLACK SEQUIN ROBE, AN ALL-OVER DESIGN CARRIED OUT IN BEST BRIGHT SEQUINS, (318, 414, 481, 445)
reeve-trade: DENTAL SURGEON, (364, 881, 445, 892)
tramway-body-17: As a means of meeting the convenience of residents of Brooklyn, the tramway department is at present giving a five-minutes' service to the city from the new tramway terminus. It has been suggested that cars should run through to Island Bay, thus giving a direct route and avoiding the inconvenience caused by changing at the Basin Reserve. (968, 2109, 1087, 2256)
spear-phone: Phone 2511. (217, 1858, 260, 1868)
small-ads-row-3 (29, 1881, 307, 2051)
